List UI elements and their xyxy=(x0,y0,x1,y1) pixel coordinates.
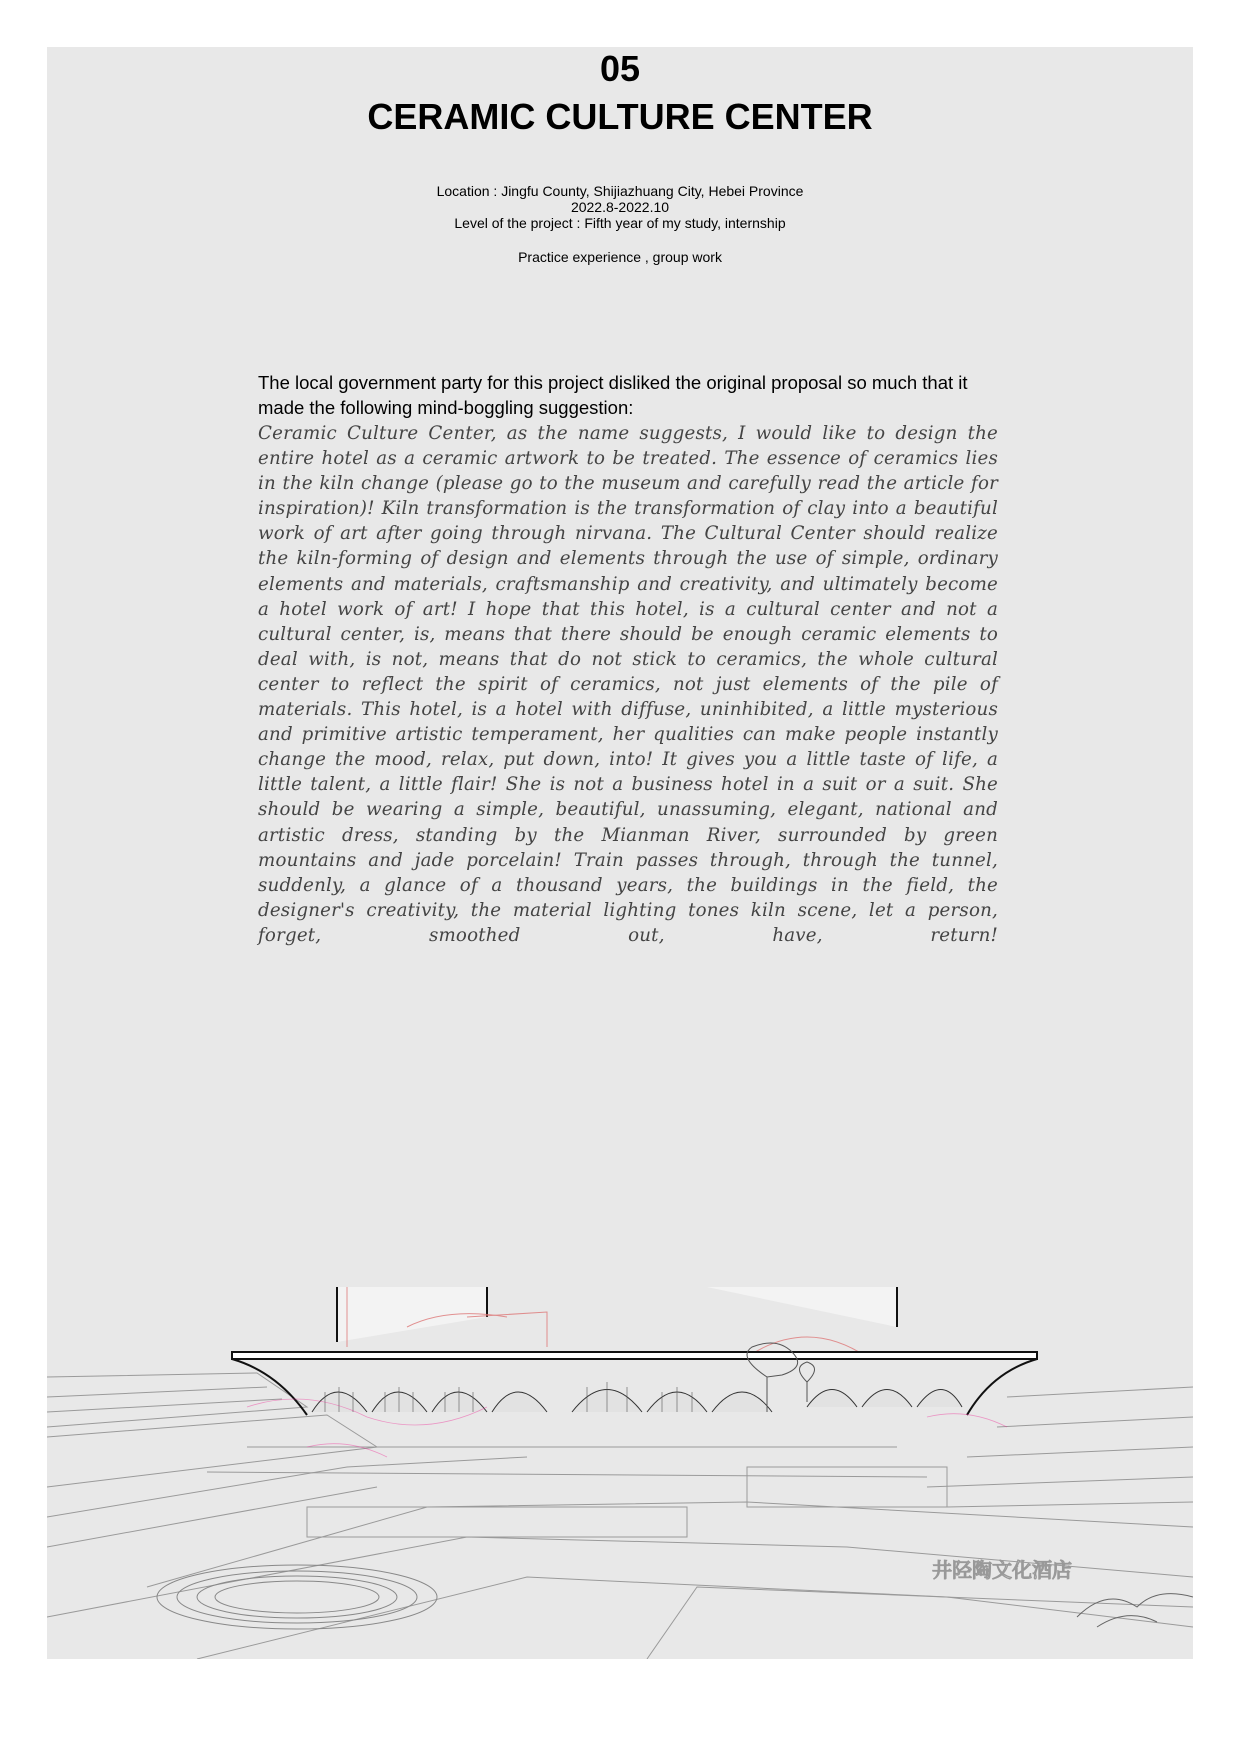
project-level: Level of the project : Fifth year of my study, internship xyxy=(454,215,786,231)
suggestion-paragraph: Ceramic Culture Center, as the name suggests, I would like to design the entire hotel as a ceramic artwork to be treated. The essence of ceramics lies in the kiln change (please go to the museum and carefully read the article for inspiration)! Kiln transformation is the transformation of clay into a beautiful work of art after going through nirvana. The Cultural Center should realize the kiln-forming of design and elements through the use of simple, ordinary elements and materials, craftsmanship and creativity, and ultimately become a hotel work of art! I hope that this hotel, is a cultural center and not a cultural center, is, means that there should be enough ceramic elements to deal with, is not, means that do not stick to ceramics, the whole cultural center to reflect the spirit of ceramics, not just elements of the pile of materials. This hotel, is a hotel with diffuse, uninhibited, a little mysterious and primitive artistic temperament, her qualities can make people instantly change the mood, relax, put down, into! It gives you a little taste of life, a little talent, a little flair! She is not a business hotel in a suit or a suit. She should be wearing a simple, beautiful, unassuming, elegant, national and artistic dress, standing by the Mianman River, surrounded by green mountains and jade porcelain! Train passes through, through the tunnel, suddenly, a glance of a thousand years, the buildings in the field, the designer's creativity, the material lighting tones kiln scene, let a person, forget, smoothed out, have, return! xyxy=(258,423,998,946)
project-number: 05 xyxy=(599,48,641,89)
building-rendering xyxy=(47,1287,1193,1659)
project-title: CERAMIC CULTURE CENTER xyxy=(367,96,873,137)
project-practice: Practice experience , group work xyxy=(518,249,722,265)
project-dates: 2022.8-2022.10 xyxy=(570,199,670,215)
intro-paragraph: The local government party for this project disliked the original proposal so much that it made the following mind-boggling suggestion: xyxy=(258,372,968,418)
portfolio-page xyxy=(47,47,1193,1659)
hotel-signage: 井陉陶文化酒店 xyxy=(932,1558,1072,1582)
project-location: Location : Jingfu County, Shijiazhuang City, Hebei Province xyxy=(436,183,804,199)
